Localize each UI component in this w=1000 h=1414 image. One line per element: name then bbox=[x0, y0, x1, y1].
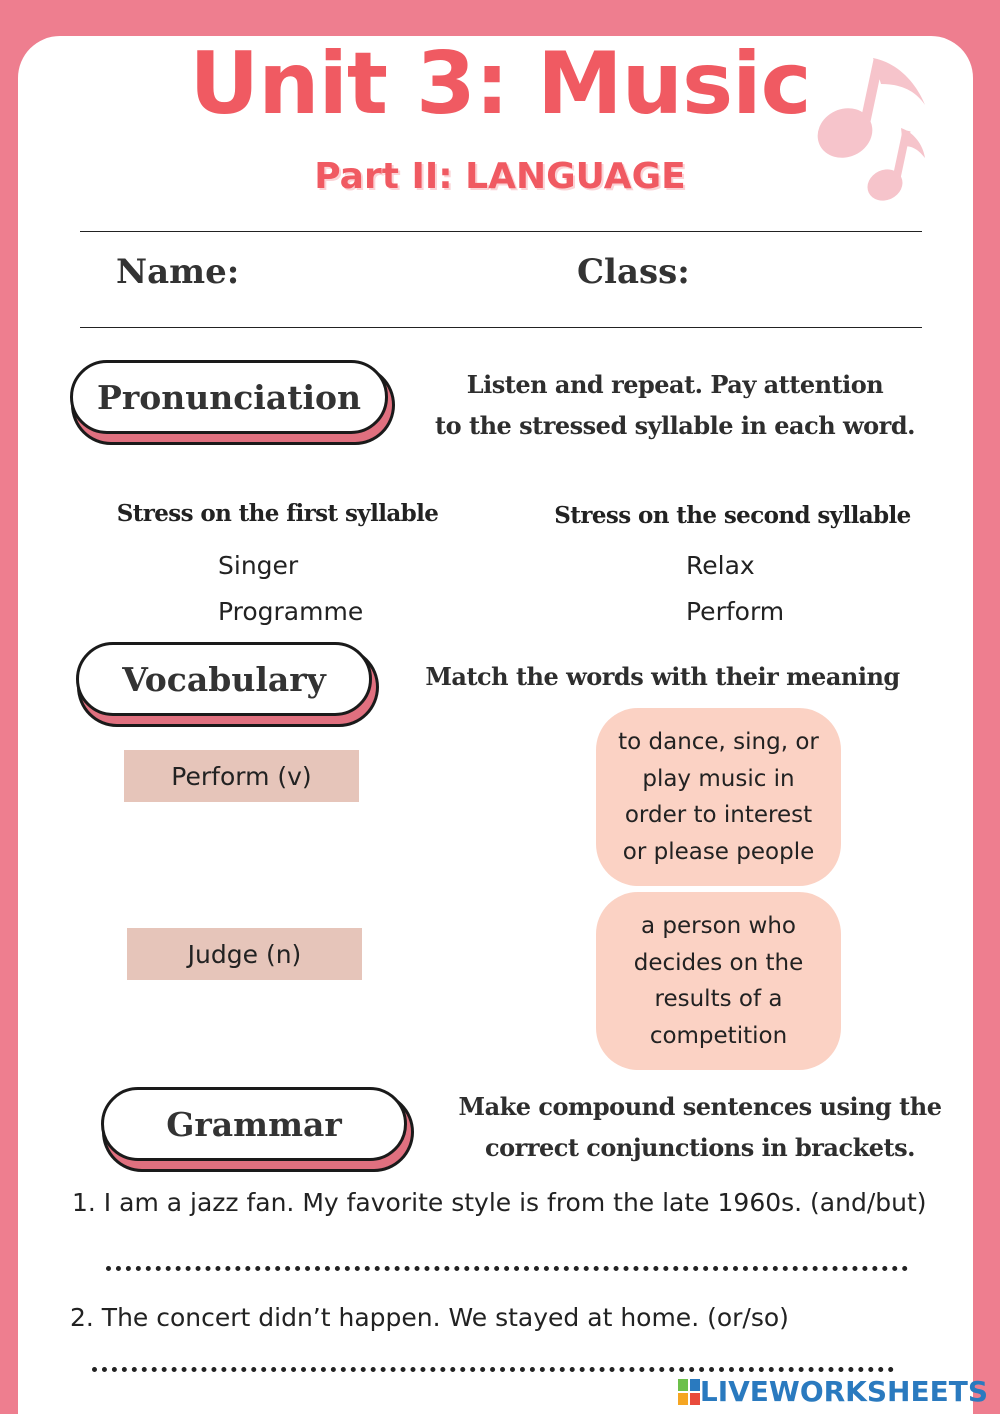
page-title: Unit 3: Music bbox=[189, 34, 811, 134]
liveworksheets-brand-text: LIVEWORKSHEETS bbox=[699, 1375, 988, 1408]
first-syllable-header: Stress on the first syllable bbox=[116, 500, 439, 527]
first-syllable-word: Singer bbox=[218, 551, 299, 580]
bottom-rule bbox=[80, 327, 922, 328]
grammar-sentence-2: 2. The concert didn’t happen. We stayed at home. (or/so) bbox=[70, 1303, 789, 1332]
meaning-card[interactable] bbox=[596, 708, 841, 886]
name-label: Name: bbox=[116, 252, 240, 292]
second-syllable-header: Stress on the second syllable bbox=[554, 502, 911, 529]
vocabulary-heading: Vocabulary bbox=[76, 642, 372, 716]
grammar-sentence-1: 1. I am a jazz fan. My favorite style is from the late 1960s. (and/but) bbox=[72, 1188, 927, 1217]
vocab-word-perform[interactable]: Perform (v) bbox=[124, 750, 359, 802]
grammar-instruction-line1: Make compound sentences using the bbox=[458, 1092, 942, 1121]
class-label: Class: bbox=[577, 252, 690, 292]
meaning-line: results of a bbox=[654, 986, 783, 1012]
vocab-word-judge[interactable]: Judge (n) bbox=[127, 928, 362, 980]
pronunciation-instruction-line2: to the stressed syllable in each word. bbox=[435, 411, 915, 440]
meaning-line: or please people bbox=[622, 838, 815, 865]
pronunciation-heading: Pronunciation bbox=[70, 360, 388, 434]
meaning-line: decides on the bbox=[633, 949, 804, 976]
music-note-icon bbox=[815, 50, 935, 210]
pronunciation-instruction bbox=[415, 364, 935, 446]
grammar-instruction bbox=[440, 1086, 960, 1168]
meaning-line: to dance, sing, or bbox=[618, 729, 819, 755]
meaning-line: order to interest bbox=[624, 802, 813, 828]
grammar-heading: Grammar bbox=[101, 1087, 407, 1161]
first-syllable-word: Programme bbox=[218, 597, 364, 626]
top-rule bbox=[80, 231, 922, 232]
second-syllable-word: Relax bbox=[686, 551, 755, 580]
vocabulary-instruction: Match the words with their meaning bbox=[425, 662, 900, 691]
liveworksheets-logo[interactable] bbox=[678, 1375, 988, 1408]
grammar-instruction-line2: correct conjunctions in brackets. bbox=[485, 1133, 915, 1162]
second-syllable-word: Perform bbox=[686, 597, 785, 626]
meaning-line: competition bbox=[649, 1022, 788, 1049]
page-subtitle: Part II: LANGUAGE bbox=[314, 156, 686, 197]
meaning-line: play music in bbox=[642, 765, 795, 792]
answer-line-2[interactable] bbox=[92, 1367, 894, 1372]
liveworksheets-logo-icon bbox=[678, 1379, 700, 1405]
meaning-card[interactable] bbox=[596, 892, 841, 1070]
meaning-line: a person who bbox=[640, 913, 796, 939]
answer-line-1[interactable] bbox=[106, 1266, 908, 1271]
pronunciation-instruction-line1: Listen and repeat. Pay attention bbox=[466, 370, 884, 399]
